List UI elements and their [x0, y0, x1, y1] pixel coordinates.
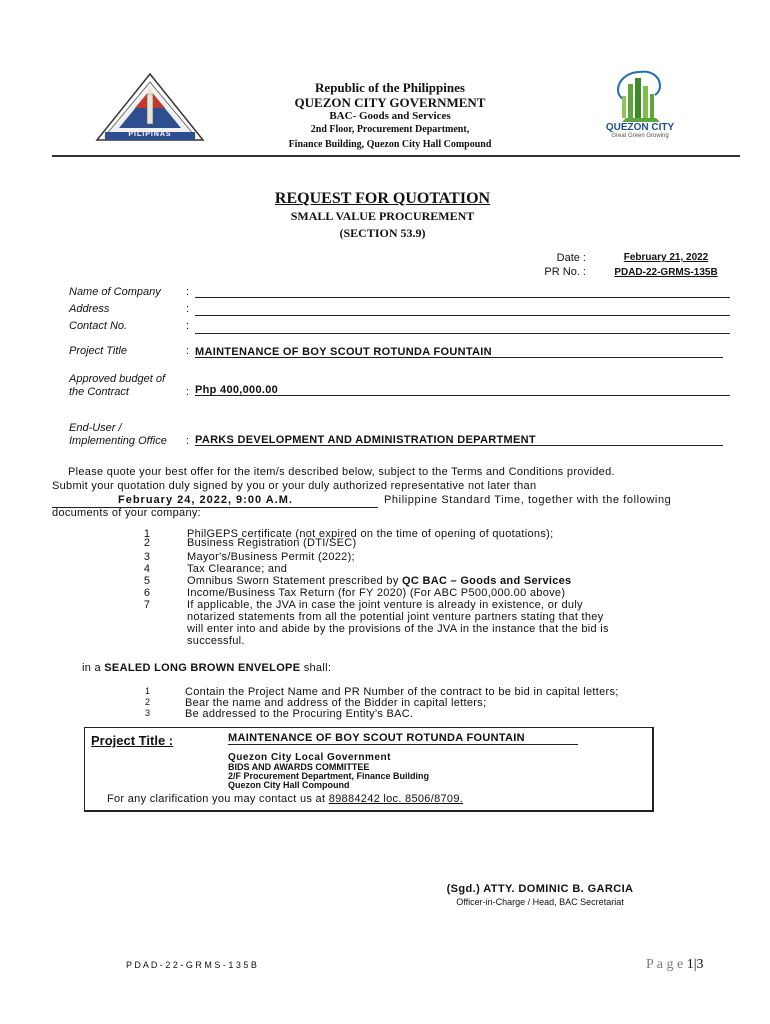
list-item-text: PhilGEPS certificate (not expired on the time of opening of quotations);	[187, 528, 554, 540]
list-item-number: 4	[143, 563, 150, 575]
contact-field[interactable]	[195, 333, 730, 334]
page-total: 3	[696, 957, 704, 972]
list-item-text: If applicable, the JVA in case the joint venture is already in existence, or duly	[187, 599, 583, 611]
envelope-pre: in a	[82, 662, 105, 674]
company-label: Name of Company	[69, 286, 161, 298]
header-rule	[52, 155, 740, 157]
abc-value: Php 400,000.00	[195, 384, 279, 396]
list-item-number: 1	[143, 528, 150, 540]
company-colon: :	[186, 286, 190, 298]
list-item-number: 3	[143, 551, 150, 563]
title-sub-1: SMALL VALUE PROCUREMENT	[290, 209, 475, 223]
signatory-name: (Sgd.) ATTY. DOMINIC B. GARCIA	[446, 883, 634, 895]
list-item-number: 6	[143, 587, 150, 599]
list-item-text: Tax Clearance; and	[187, 563, 288, 575]
para1-line3-rest: Philippine Standard Time, together with the following	[384, 494, 672, 506]
company-field[interactable]	[195, 297, 730, 298]
envelope-label-box	[84, 727, 654, 812]
list-item-text-bold: QC BAC – Goods and Services	[402, 575, 572, 587]
project-title-value: MAINTENANCE OF BOY SCOUT ROTUNDA FOUNTAIN	[195, 346, 492, 358]
signatory-title: Officer-in-Charge / Head, BAC Secretariat	[456, 897, 624, 907]
para1-line2: Submit your quotation duly signed by you or your duly authorized representative not later than	[52, 480, 537, 492]
date-value: February 21, 2022	[623, 252, 709, 263]
logo-tagline: Great Green Growing	[611, 133, 669, 139]
enduser-value: PARKS DEVELOPMENT AND ADMINISTRATION DEPARTMENT	[195, 434, 536, 446]
header-line-4: 2nd Floor, Procurement Department,	[310, 124, 470, 135]
box-addr-4: Quezon City Hall Compound	[228, 780, 350, 790]
deadline-value: February 24, 2022, 9:00 A.M.	[118, 494, 293, 506]
list-item-text: Business Registration (DTI/SEC)	[187, 537, 357, 549]
docs-list	[130, 528, 730, 648]
list-item-number: 5	[143, 575, 150, 587]
enduser-colon: :	[186, 435, 190, 447]
quezon-city-logo	[592, 66, 688, 142]
list-item-number: 2	[144, 697, 150, 707]
list-item-number: 2	[143, 537, 150, 549]
project-title-label: Project Title	[69, 345, 127, 357]
abc-label-2: the Contract	[69, 386, 129, 398]
header-line-2: QUEZON CITY GOVERNMENT	[294, 95, 486, 110]
list-item-number: 1	[144, 686, 150, 696]
address-field[interactable]	[195, 315, 730, 316]
list-item-text: notarized statements from all the potential joint venture partners stating that they	[187, 611, 604, 623]
box-project-line	[228, 744, 578, 745]
abc-colon: :	[186, 386, 190, 398]
abc-line	[195, 395, 730, 396]
list-item-text: Contain the Project Name and PR Number of the contract to be bid in capital letters;	[185, 686, 619, 698]
list-item-text	[187, 575, 571, 587]
document-title: REQUEST FOR QUOTATION	[274, 190, 491, 207]
address-colon: :	[186, 303, 190, 315]
list-item-text: Be addressed to the Procuring Entity's BAC.	[185, 708, 414, 720]
pr-value: PDAD-22-GRMS-135B	[614, 267, 718, 278]
pr-label: PR No. :	[544, 266, 586, 278]
box-addr-2: BIDS AND AWARDS COMMITTEE	[228, 762, 370, 772]
list-item-text: Mayor's/Business Permit (2022);	[187, 551, 355, 563]
enduser-label-2: Implementing Office	[69, 435, 167, 447]
box-addr-3: 2/F Procurement Department, Finance Building	[228, 771, 430, 781]
para1-line1: Please quote your best offer for the item/s described below, subject to the Terms and Conditions provided.	[68, 466, 615, 478]
quezon-city-seal	[95, 72, 205, 144]
page-current: 1	[686, 957, 694, 972]
box-addr-1: Quezon City Local Government	[228, 752, 391, 763]
list-item-text: Income/Business Tax Return (for FY 2020) (For ABC P500,000.00 above)	[187, 587, 566, 599]
project-title-line	[195, 357, 723, 358]
address-label: Address	[69, 303, 110, 315]
enduser-label-1: End-User /	[69, 422, 122, 434]
envelope-instruction	[82, 662, 331, 674]
list-item-text: successful.	[187, 635, 245, 647]
contact-label: Contact No.	[69, 320, 128, 332]
enduser-line	[195, 445, 723, 446]
contact-colon: :	[186, 320, 190, 332]
list-item-text-plain: Omnibus Sworn Statement prescribed by	[187, 575, 402, 587]
header-line-3: BAC- Goods and Services	[329, 110, 451, 122]
footer-code: P D A D - 2 2 - G R M S - 1 3 5 B	[126, 960, 257, 970]
box-contact	[107, 793, 463, 805]
envelope-list	[130, 686, 730, 722]
header-line-5: Finance Building, Quezon City Hall Compound	[288, 139, 492, 150]
envelope-bold: SEALED LONG BROWN ENVELOPE	[104, 662, 301, 674]
envelope-post: shall:	[300, 662, 332, 674]
logo-text: QUEZON CITY	[605, 122, 675, 133]
list-item-text: will enter into and abide by the provisions of the JVA in the instance that the bid is	[187, 623, 609, 635]
seal-text-bottom: PILIPINAS	[128, 131, 172, 138]
para1-line4: documents of your company:	[52, 507, 202, 519]
box-contact-number-link[interactable]: 89884242 loc. 8506/8709.	[328, 793, 464, 805]
box-project-value: MAINTENANCE OF BOY SCOUT ROTUNDA FOUNTAIN	[228, 732, 525, 744]
list-item-number: 3	[144, 708, 150, 718]
page-separator: |	[693, 957, 697, 972]
list-item-number: 7	[143, 599, 150, 611]
abc-label-1: Approved budget of	[69, 373, 166, 385]
header-line-1: Republic of the Philippines	[315, 80, 465, 95]
box-project-label: Project Title :	[91, 733, 174, 748]
title-sub-2: (SECTION 53.9)	[339, 226, 426, 240]
box-contact-text: For any clarification you may contact us at	[107, 793, 329, 805]
project-title-colon: :	[186, 345, 190, 357]
page-number	[646, 957, 704, 973]
page-word: P a g e	[646, 957, 684, 972]
date-label: Date :	[556, 252, 586, 264]
list-item-text: Bear the name and address of the Bidder in capital letters;	[185, 697, 487, 709]
